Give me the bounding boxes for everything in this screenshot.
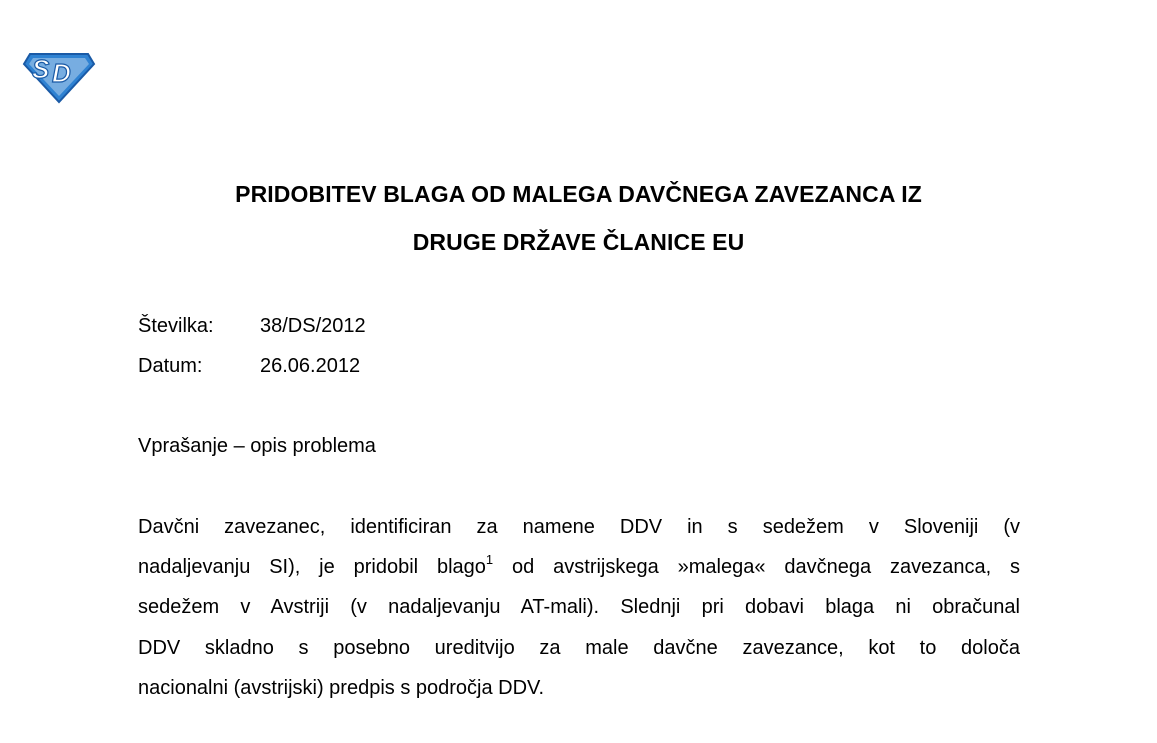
number-value: 38/DS/2012 <box>260 315 366 337</box>
number-label: Številka: <box>138 315 214 337</box>
date-value: 26.06.2012 <box>260 355 361 377</box>
date-label: Datum: <box>138 355 203 377</box>
body-line-5: nacionalni (avstrijski) predpis s področja DDV. <box>138 677 545 699</box>
body-line-2-end: od avstrijskega »malega« davčnega zavezanca, s <box>493 556 1021 578</box>
meta-date-row <box>138 354 360 378</box>
sd-logo <box>22 48 96 104</box>
section-heading: Vprašanje – opis problema <box>138 435 376 457</box>
body-line-2-start: nadaljevanju SI), je pridobil blago <box>138 556 486 578</box>
document-title-line-1: PRIDOBITEV BLAGA OD MALEGA DAVČNEGA ZAVEZANCA IZ <box>235 181 922 207</box>
footnote-marker[interactable]: 1 <box>485 552 494 567</box>
body-line-4: DDV skladno s posebno ureditvijo za male davčne zavezance, kot to določa <box>138 637 1020 659</box>
meta-number-row <box>138 314 366 338</box>
svg-text:D: D <box>52 58 71 88</box>
body-line-3: sedežem v Avstriji (v nadaljevanju AT-mali). Slednji pri dobavi blaga ni obračunal <box>138 596 1020 618</box>
body-line-2 <box>138 552 1021 579</box>
body-line-1: Davčni zavezanec, identificiran za namene DDV in s sedežem v Sloveniji (v <box>138 516 1020 538</box>
shield-logo-icon <box>22 48 96 104</box>
svg-text:S: S <box>32 54 50 84</box>
document-title-line-2: DRUGE DRŽAVE ČLANICE EU <box>412 229 745 255</box>
